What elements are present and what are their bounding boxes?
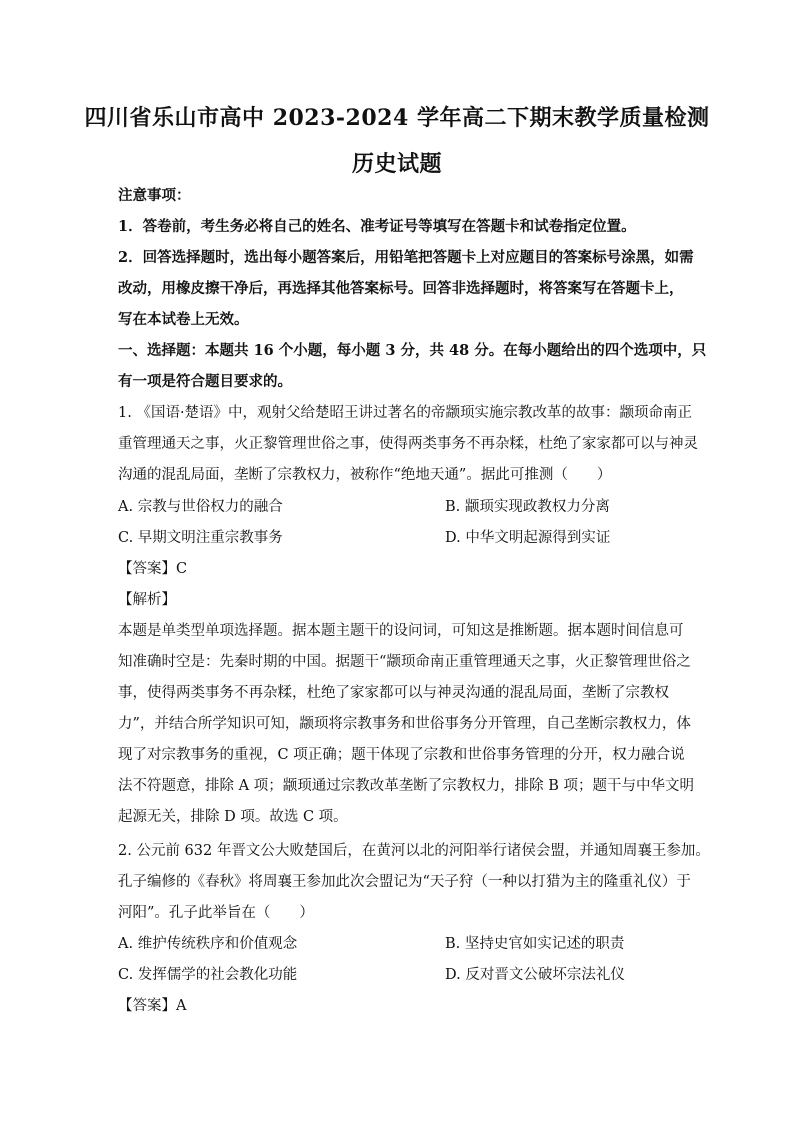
notice-heading: 注意事项： <box>118 187 191 204</box>
q1-analysis-line-4: 力”，并结合所学知识可知，颛顼将宗教事务和世俗事务分开管理，自己垄断宗教权力，体 <box>118 716 691 732</box>
q2-option-c: C. 发挥儒学的社会教化功能 <box>118 967 298 983</box>
q2-option-b: B. 坚持史官如实记述的职责 <box>445 936 625 952</box>
q1-option-a: A. 宗教与世俗权力的融合 <box>118 499 283 515</box>
section-1-instruction-line-2: 有一项是符合题目要求的。 <box>118 373 292 390</box>
q1-option-b: B. 颛顼实现政教权力分离 <box>445 499 610 515</box>
q1-analysis-line-3: 事，使得两类事务不再杂糅，杜绝了家家都可以与神灵沟通的混乱局面，垄断了宗教权 <box>118 685 669 701</box>
q2-option-d: D. 反对晋文公破坏宗法礼仪 <box>445 967 625 983</box>
exam-title: 四川省乐山市高中 2023-2024 学年高二下期末教学质量检测 <box>84 105 710 131</box>
notice-item-1: 1．答卷前，考生务必将自己的姓名、准考证号等填写在答题卡和试卷指定位置。 <box>118 218 636 235</box>
q2-stem-line-2: 孔子编修的《春秋》将周襄王参加此次会盟记为“天子狩（一种以打猎为主的隆重礼仪）于 <box>118 874 691 890</box>
q1-analysis-line-6: 法不符题意，排除 A 项；颛顼通过宗教改革垄断了宗教权力，排除 B 项；题干与中华文明 <box>118 778 695 794</box>
q2-answer: 【答案】A <box>118 998 187 1014</box>
q1-stem-line-2: 重管理通天之事，火正黎管理世俗之事，使得两类事务不再杂糅，杜绝了家家都可以与神灵 <box>118 436 698 452</box>
q1-analysis-line-7: 起源无关，排除 D 项。故选 C 项。 <box>118 809 348 825</box>
q2-option-a: A. 维护传统秩序和价值观念 <box>118 936 298 952</box>
q1-analysis-line-2: 知准确时空是：先秦时期的中国。据题干“颛顼命南正重管理通天之事，火正黎管理世俗之 <box>118 654 691 670</box>
q2-stem-line-3: 河阳”。孔子此举旨在（ ） <box>118 905 314 921</box>
exam-subject-title: 历史试题 <box>351 151 442 177</box>
q1-option-d: D. 中华文明起源得到实证 <box>445 530 611 546</box>
q1-analysis-line-1: 本题是单类型单项选择题。据本题主题干的设问词，可知这是推断题。据本题时间信息可 <box>118 623 684 639</box>
q1-option-c: C. 早期文明注重宗教事务 <box>118 530 283 546</box>
q2-stem-line-1: 2. 公元前 632 年晋文公大败楚国后，在黄河以北的河阳举行诸侯会盟，并通知周襄王参加。 <box>118 843 710 859</box>
notice-item-2-line-3: 写在本试卷上无效。 <box>118 311 249 328</box>
notice-item-2-line-2: 改动，用橡皮擦干净后，再选择其他答案标号。回答非选择题时，将答案写在答题卡上， <box>118 280 684 297</box>
q1-analysis-heading: 【解析】 <box>118 592 176 608</box>
q1-stem-line-1: 1. 《国语·楚语》中，观射父给楚昭王讲过著名的帝颛顼实施宗教改革的故事：颛顼命南正 <box>118 405 693 421</box>
q1-stem-line-3: 沟通的混乱局面，垄断了宗教权力，被称作“绝地天通”。据此可推测（ ） <box>118 467 612 483</box>
q1-analysis-line-5: 现了对宗教事务的重视，C 项正确；题干体现了宗教和世俗事务管理的分开，权力融合说 <box>118 747 685 763</box>
section-1-instruction-line-1: 一、选择题：本题共 16 个小题，每小题 3 分，共 48 分。在每小题给出的四个选项中，只 <box>118 342 707 359</box>
notice-item-2-line-1: 2．回答选择题时，选出每小题答案后，用铅笔把答题卡上对应题目的答案标号涂黑，如需 <box>118 249 694 266</box>
q1-answer: 【答案】C <box>118 561 188 577</box>
